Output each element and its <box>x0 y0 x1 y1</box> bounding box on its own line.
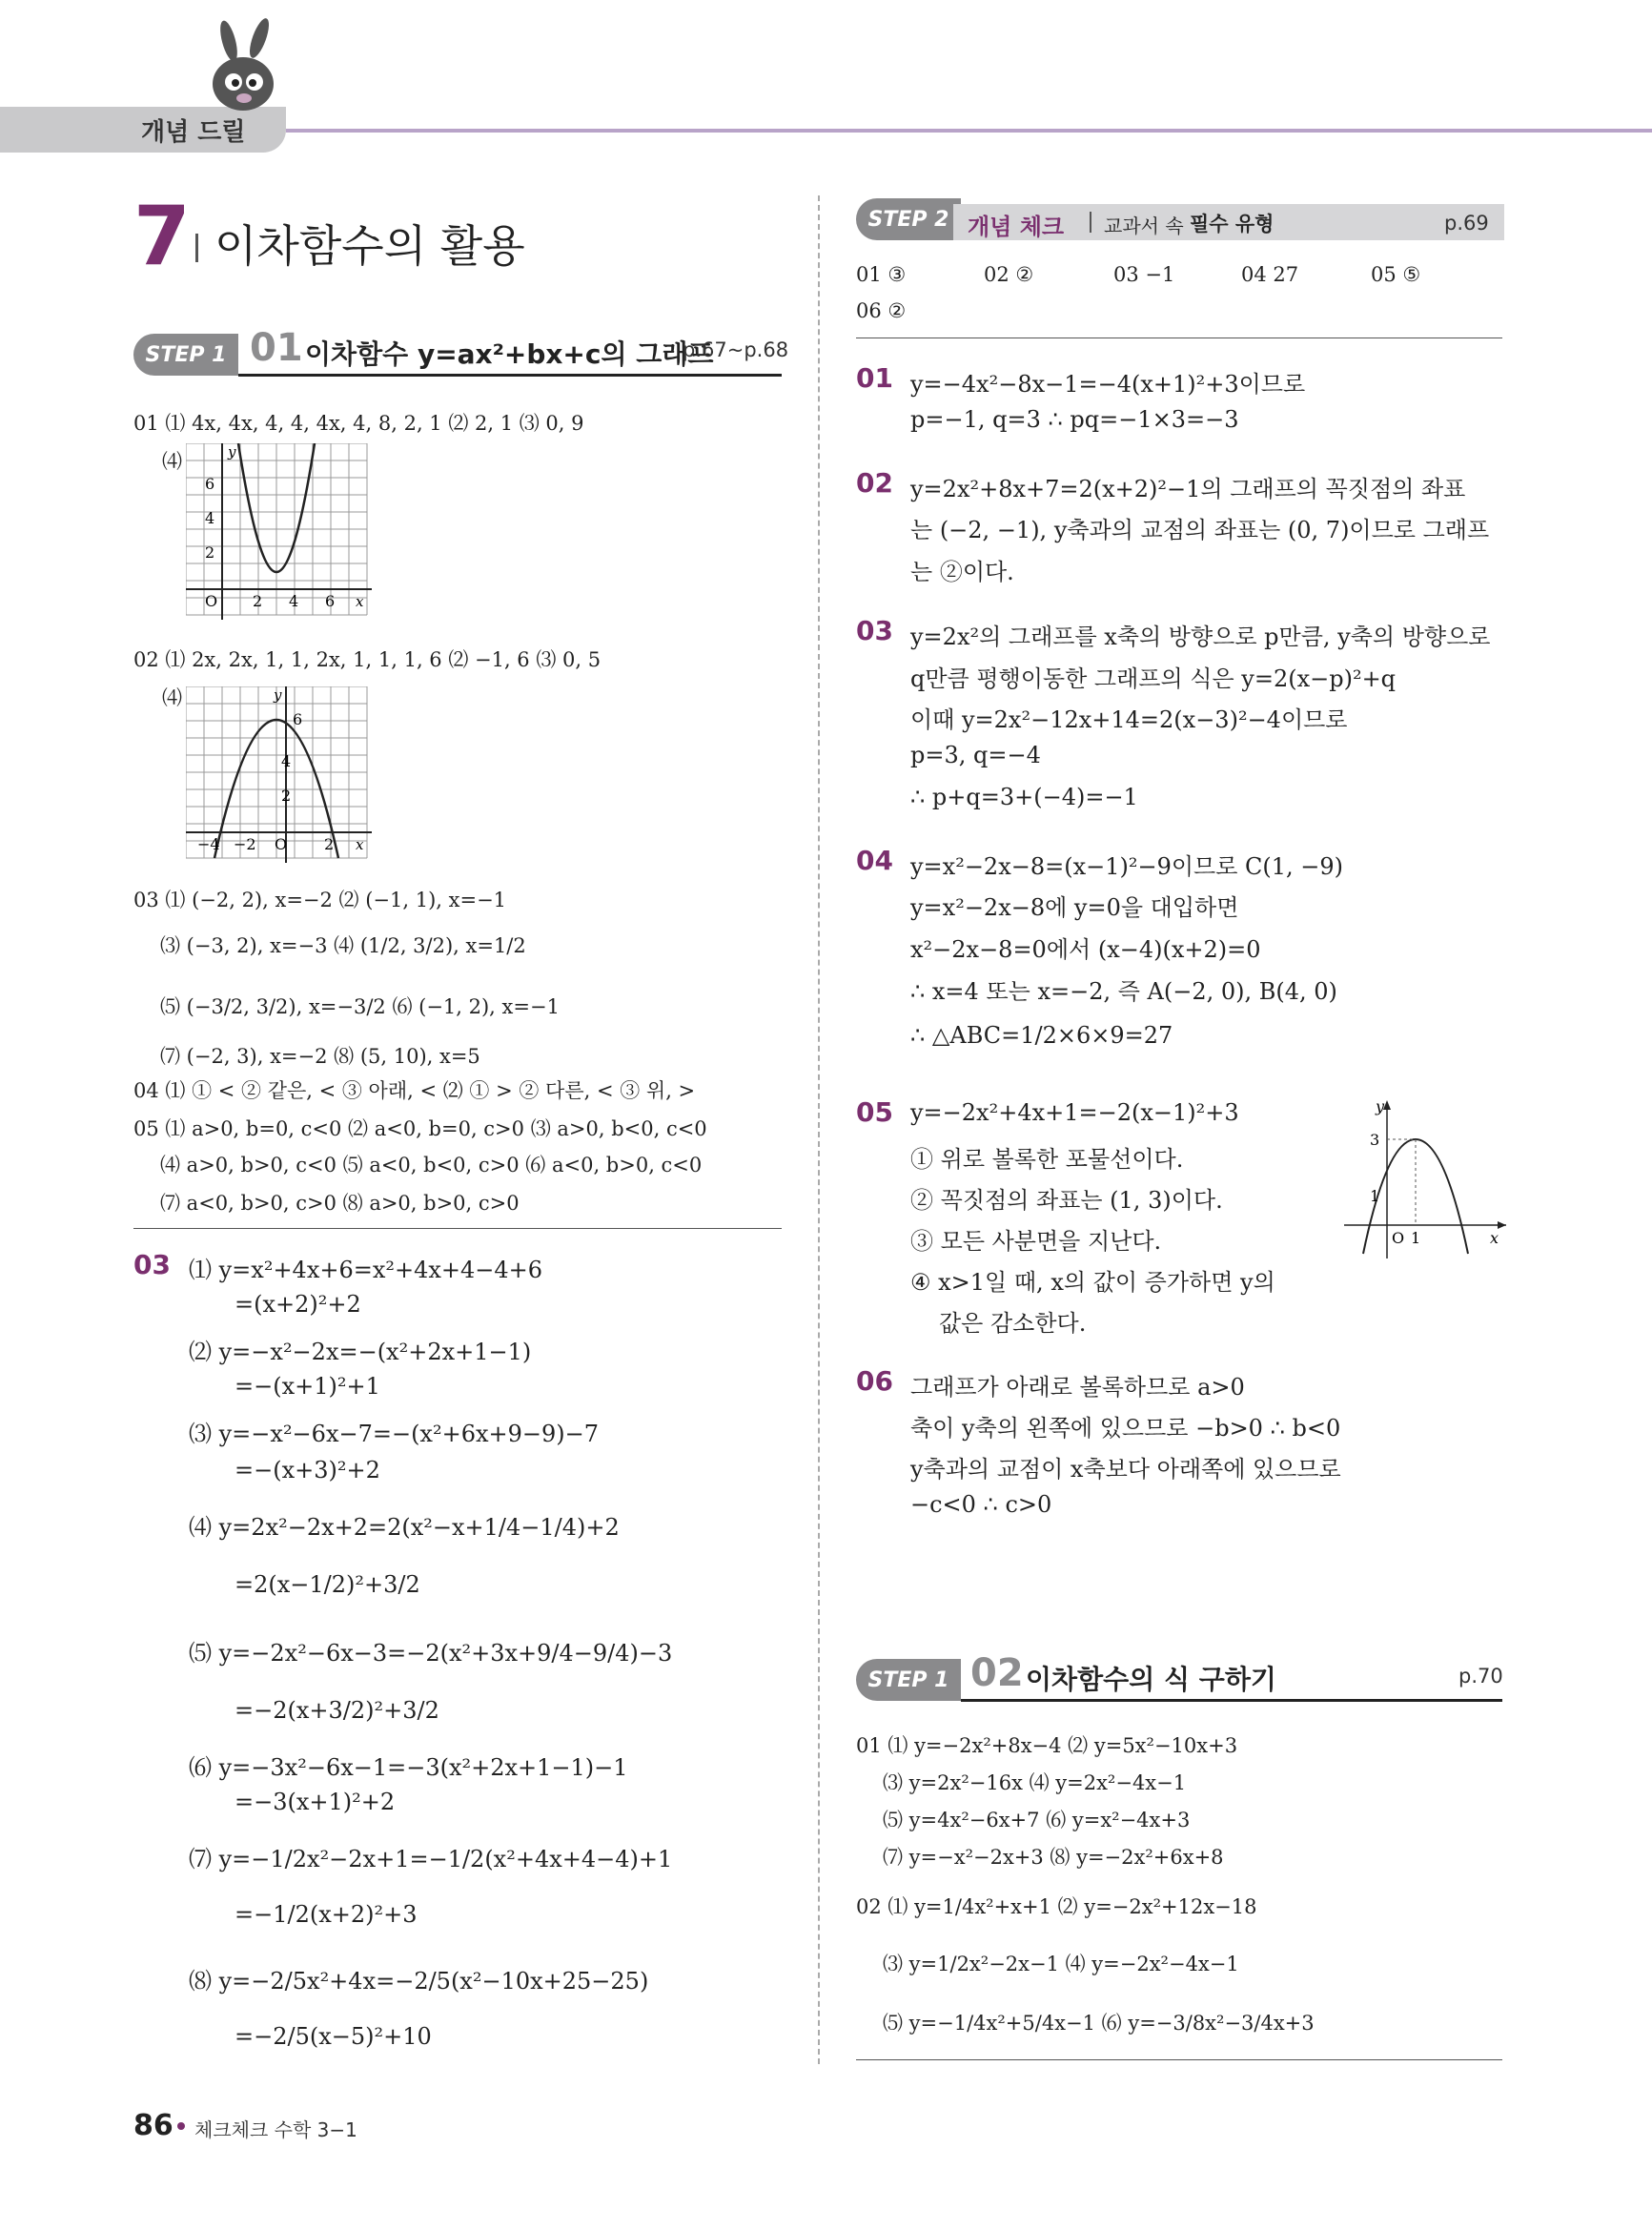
solution-line: −c<0 ∴ c>0 <box>910 1491 1052 1518</box>
solution-line: y=x²−2x−8에 y=0을 대입하면 <box>910 894 1239 921</box>
mascot-icon <box>191 17 296 132</box>
solution-line: =−(x+1)²+1 <box>235 1373 380 1400</box>
tick-label: 4 <box>289 592 299 610</box>
graph-label: ⑷ <box>162 686 182 709</box>
tick-label: 1 <box>1411 1229 1421 1247</box>
tick-label: 3 <box>1370 1131 1380 1149</box>
tick-label: O <box>1392 1229 1405 1247</box>
step2-subtitle-bold: 필수 유형 <box>1190 213 1275 235</box>
section-number: 01 <box>250 326 303 370</box>
solution-line: ∴ x=4 또는 x=−2, 즉 A(−2, 0), B(4, 0) <box>910 978 1337 1005</box>
solution-line: p=−1, q=3 ∴ pq=−1×3=−3 <box>910 406 1239 433</box>
solution-number: 03 <box>856 615 893 646</box>
solution-line: y=x²−2x−8=(x−1)²−9이므로 C(1, −9) <box>910 853 1344 880</box>
tick-label: O <box>205 592 218 610</box>
solution-line: ② 꼭짓점의 좌표는 (1, 3)이다. <box>910 1187 1223 1214</box>
answer-item: 03 −1 <box>1113 263 1175 286</box>
x-axis-label: x <box>1490 1229 1499 1247</box>
solution-number: 02 <box>856 467 893 499</box>
section-number: 02 <box>970 1651 1024 1695</box>
solution-line: ⑹ y=−3x²−6x−1=−3(x²+2x+1−1)−1 <box>189 1754 628 1781</box>
section-divider <box>856 2059 1502 2060</box>
solution-line: ① 위로 볼록한 포물선이다. <box>910 1146 1184 1173</box>
footer-dot <box>177 2122 185 2130</box>
y-axis-label: y <box>274 686 282 704</box>
solution-number: 04 <box>856 845 893 876</box>
answer-line: ⑸ y=4x²−6x+7 ⑹ y=x²−4x+3 <box>883 1809 1191 1831</box>
y-axis-label: y <box>228 443 236 460</box>
book-title: 체크체크 수학 3−1 <box>194 2118 357 2141</box>
chapter-title: 이차함수의 활용 <box>214 220 525 272</box>
answer-line: 02 ⑴ y=1/4x²+x+1 ⑵ y=−2x²+12x−18 <box>856 1895 1257 1918</box>
chapter-number: 7 <box>133 189 191 284</box>
answer-item: 02 ② <box>984 263 1034 286</box>
answer-line: ⑶ y=2x²−16x ⑷ y=2x²−4x−1 <box>883 1771 1187 1794</box>
tick-label: 6 <box>293 710 303 728</box>
solution-number: 06 <box>856 1365 893 1397</box>
graph-label: ⑷ <box>162 450 182 473</box>
solution-line: 이때 y=2x²−12x+14=2(x−3)²−4이므로 <box>910 706 1348 733</box>
solution-number: 01 <box>856 362 893 394</box>
answer-line: 03 ⑴ (−2, 2), x=−2 ⑵ (−1, 1), x=−1 <box>133 889 507 911</box>
step2-subtitle: 교과서 속 <box>1104 215 1184 237</box>
tick-label: 2 <box>205 543 215 562</box>
solution-line: 는 (−2, −1), y축과의 교점의 좌표는 (0, 7)이므로 그래프 <box>910 517 1490 543</box>
title-separator <box>1090 212 1091 233</box>
solution-line: y=−2x²+4x+1=−2(x−1)²+3 <box>910 1099 1239 1126</box>
tick-label: 1 <box>1370 1187 1380 1205</box>
answer-item: 06 ② <box>856 299 907 322</box>
solution-line: x²−2x−8=0에서 (x−4)(x+2)=0 <box>910 936 1261 963</box>
solution-line: ⑵ y=−x²−2x=−(x²+2x+1−1) <box>189 1339 532 1365</box>
step-underline <box>961 1699 1502 1702</box>
answer-line: ⑺ (−2, 3), x=−2 ⑻ (5, 10), x=5 <box>160 1045 480 1068</box>
answer-line: 02 ⑴ 2x, 2x, 1, 1, 2x, 1, 1, 1, 6 ⑵ −1, 6 ⑶ 0, 5 <box>133 648 602 671</box>
step1-tag: STEP 1 <box>133 334 238 376</box>
tick-label: 6 <box>205 475 215 493</box>
answer-line: ⑸ (−3/2, 3/2), x=−3/2 ⑹ (−1, 2), x=−1 <box>160 995 560 1018</box>
answer-line: 01 ⑴ 4x, 4x, 4, 4, 4x, 4, 8, 2, 1 ⑵ 2, 1 ⑶ 0, 9 <box>133 412 584 435</box>
solution-line: ⑷ y=2x²−2x+2=2(x²−x+1/4−1/4)+2 <box>189 1514 620 1541</box>
page-reference: p.69 <box>1444 212 1489 235</box>
solution-line: ∴ p+q=3+(−4)=−1 <box>910 784 1138 810</box>
solution-line: ③ 모든 사분면을 지난다. <box>910 1228 1162 1255</box>
tick-label: 2 <box>253 592 263 610</box>
solution-line: ⑶ y=−x²−6x−7=−(x²+6x+9−9)−7 <box>189 1421 600 1447</box>
solution-line: ⑴ y=x²+4x+6=x²+4x+4−4+6 <box>189 1257 543 1283</box>
section-title: 이차함수 y=ax²+bx+c의 그래프 <box>305 338 714 370</box>
answer-line: ⑶ y=1/2x²−2x−1 ⑷ y=−2x²−4x−1 <box>883 1953 1239 1975</box>
solution-line: y축과의 교점이 x축보다 아래쪽에 있으므로 <box>910 1456 1341 1483</box>
solution-line: =−2/5(x−5)²+10 <box>235 2023 432 2050</box>
solution-line: =−3(x+1)²+2 <box>235 1789 396 1815</box>
solution-line: =−1/2(x+2)²+3 <box>235 1901 418 1928</box>
answer-item: 04 27 <box>1241 263 1299 286</box>
tick-label: −2 <box>234 835 256 853</box>
solution-line: ⑻ y=−2/5x²+4x=−2/5(x²−10x+25−25) <box>189 1968 649 1995</box>
solution-line: =2(x−1/2)²+3/2 <box>235 1571 420 1598</box>
solution-line: ⑸ y=−2x²−6x−3=−2(x²+3x+9/4−9/4)−3 <box>189 1640 673 1667</box>
tick-label: 2 <box>324 835 335 853</box>
column-divider <box>818 195 820 2064</box>
solution-line: y=−4x²−8x−1=−4(x+1)²+3이므로 <box>910 371 1306 398</box>
step-underline <box>238 374 782 377</box>
solution-line: 그래프가 아래로 볼록하므로 a>0 <box>910 1374 1245 1401</box>
parabola-graph-2 <box>186 686 377 868</box>
solution-number: 03 <box>133 1249 171 1280</box>
solution-line: 값은 감소한다. <box>939 1310 1087 1337</box>
answer-item: 01 ③ <box>856 263 907 286</box>
header-label: 개념 드릴 <box>141 118 246 147</box>
x-axis-label: x <box>356 593 364 610</box>
parabola-graph-05 <box>1339 1096 1511 1258</box>
solution-line: y=2x²+8x+7=2(x+2)²−1의 그래프의 꼭짓점의 좌표 <box>910 476 1466 502</box>
section-divider <box>133 1228 782 1229</box>
solution-line: 는 ②이다. <box>910 559 1014 585</box>
answer-line: ⑷ a>0, b>0, c<0 ⑸ a<0, b<0, c>0 ⑹ a<0, b>0, c<0 <box>160 1154 703 1176</box>
answer-line: 01 ⑴ y=−2x²+8x−4 ⑵ y=5x²−10x+3 <box>856 1734 1238 1757</box>
solution-line: =−2(x+3/2)²+3/2 <box>235 1697 439 1724</box>
header-divider <box>286 129 1652 133</box>
solution-line: =−(x+3)²+2 <box>235 1457 380 1483</box>
answer-line: 05 ⑴ a>0, b=0, c<0 ⑵ a<0, b=0, c>0 ⑶ a>0, b<0, c<0 <box>133 1117 707 1140</box>
tick-label: 4 <box>281 752 292 770</box>
answer-line: ⑸ y=−1/4x²+5/4x−1 ⑹ y=−3/8x²−3/4x+3 <box>883 2012 1315 2035</box>
step2-tag: STEP 2 <box>856 198 961 240</box>
page-reference: p.67~p.68 <box>683 338 789 361</box>
tick-label: 2 <box>281 787 292 805</box>
tick-label: −4 <box>197 835 220 853</box>
solution-line: p=3, q=−4 <box>910 742 1041 768</box>
answer-line: 04 ⑴ ① < ② 같은, < ③ 아래, < ⑵ ① > ② 다른, < ③ 위, > <box>133 1079 696 1102</box>
page-reference: p.70 <box>1458 1665 1503 1688</box>
solution-line: ∴ △ABC=1/2×6×9=27 <box>910 1022 1173 1049</box>
solution-number: 05 <box>856 1096 893 1128</box>
solution-line: 축이 y축의 왼쪽에 있으므로 −b>0 ∴ b<0 <box>910 1415 1341 1442</box>
tick-label: O <box>275 835 288 853</box>
section-title: 이차함수의 식 구하기 <box>1026 1664 1276 1695</box>
tick-label: 6 <box>325 592 336 610</box>
page-number: 86 <box>133 2109 173 2142</box>
chapter-divider <box>195 234 198 262</box>
step2-title: 개념 체크 <box>968 214 1065 240</box>
x-axis-label: x <box>356 836 364 853</box>
solution-line: ⑺ y=−1/2x²−2x+1=−1/2(x²+4x+4−4)+1 <box>189 1846 673 1872</box>
answer-line: ⑺ a<0, b>0, c>0 ⑻ a>0, b>0, c>0 <box>160 1192 520 1215</box>
answer-line: ⑶ (−3, 2), x=−3 ⑷ (1/2, 3/2), x=1/2 <box>160 934 526 957</box>
y-axis-label: y <box>1376 1097 1385 1115</box>
parabola-graph-1 <box>186 443 377 624</box>
answer-item: 05 ⑤ <box>1371 263 1421 286</box>
tick-label: 4 <box>205 509 215 527</box>
solution-line: q만큼 평행이동한 그래프의 식은 y=2(x−p)²+q <box>910 665 1397 692</box>
step1-tag: STEP 1 <box>856 1659 961 1701</box>
answer-line: ⑺ y=−x²−2x+3 ⑻ y=−2x²+6x+8 <box>883 1846 1224 1869</box>
solution-line: y=2x²의 그래프를 x축의 방향으로 p만큼, y축의 방향으로 <box>910 624 1491 650</box>
solution-line: =(x+2)²+2 <box>235 1291 361 1318</box>
solution-line: ④ x>1일 때, x의 값이 증가하면 y의 <box>910 1269 1275 1296</box>
